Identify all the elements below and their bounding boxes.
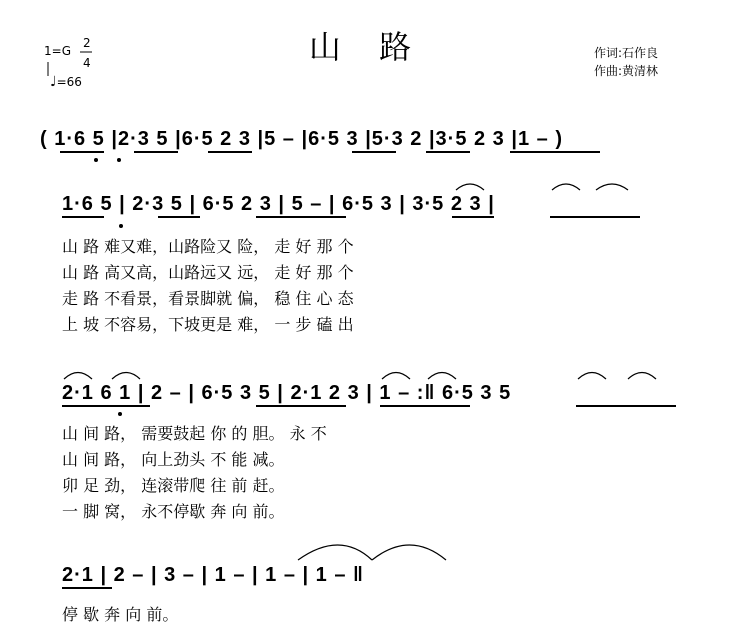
song-title: 山 路 (308, 28, 426, 66)
tempo-value: =66 (56, 75, 82, 89)
lyric-line: 卯 足 劲， 连滚带爬 往 前 赶。 (62, 476, 285, 495)
notation-row-intro: ( 1·6 5 |2·3 5 |6·5 2 3 |5 – |6·5 3 |5·3 2 |3·5 2 3 |1 – ) (40, 128, 563, 150)
notation-row-1: 1·6 5 | 2·3 5 | 6·5 2 3 | 5 – | 6·5 3 | 3·5 2 3 | (62, 193, 495, 215)
notation-row-3: 2·1 | 2 – | 3 – | 1 – | 1 – | 1 – ‖ (62, 564, 364, 586)
lyric-line: 走 路 不看景，看景脚就 偏， 稳 住 心 态 (62, 289, 354, 308)
lyric-line: 山 间 路， 向上劲头 不 能 减。 (62, 450, 285, 469)
time-signature-denominator: 4 (83, 56, 91, 70)
lyric-line: 一 脚 窝， 永不停歇 奔 向 前。 (62, 502, 285, 521)
quarter-note-icon: ♩ (50, 74, 57, 90)
key-signature: 1=G (44, 44, 71, 58)
time-signature-numerator: 2 (83, 36, 91, 50)
lyricist-credit: 作词:石作良 (594, 46, 659, 60)
tie-marks (64, 184, 656, 560)
composer-credit: 作曲:黄清林 (594, 64, 659, 78)
lyric-line: 上 坡 不容易，下坡更是 难， 一 步 磕 出 (62, 315, 354, 334)
notation-row-2: 2·1 6 1 | 2 – | 6·5 3 5 | 2·1 2 3 | 1 – :‖ 6·5 3 5 (62, 382, 512, 404)
lyric-line: 停 歇 奔 向 前。 (62, 605, 179, 624)
lyric-line: 山 间 路， 需要鼓起 你 的 胆。 永 不 (62, 424, 327, 443)
lyric-line: 山 路 难又难，山路险又 险， 走 好 那 个 (62, 237, 354, 256)
lyric-line: 山 路 高又高，山路远又 远， 走 好 那 个 (62, 263, 354, 282)
